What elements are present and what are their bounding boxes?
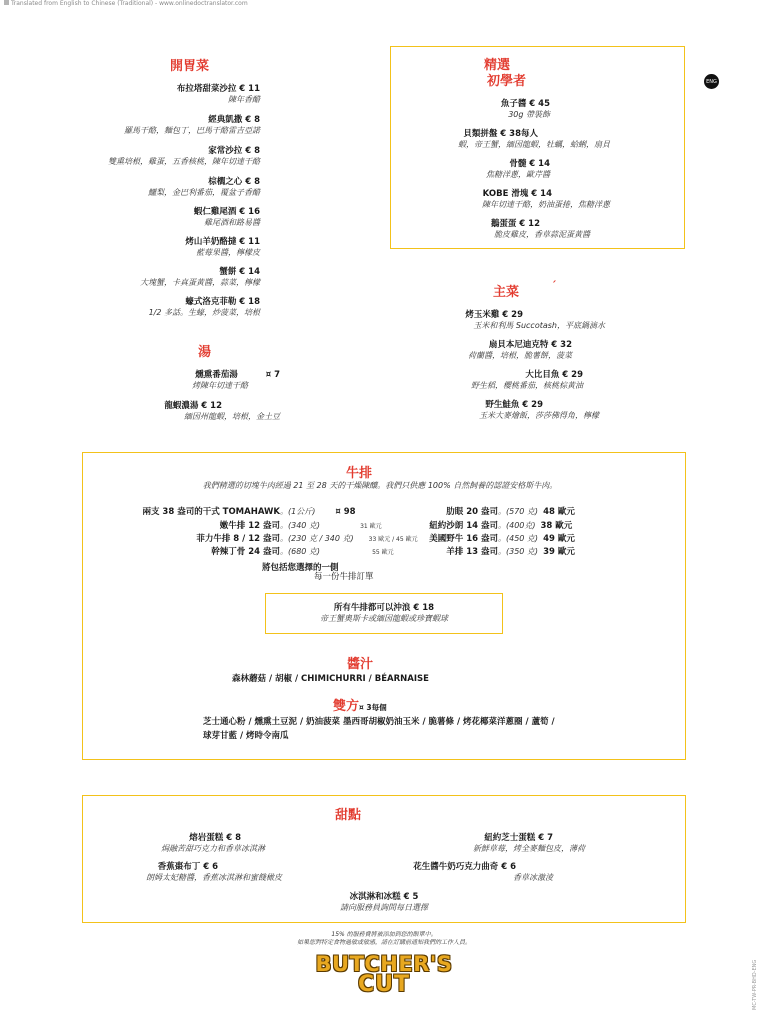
dish-desc: 雞尾酒和路易醬 xyxy=(204,218,260,227)
dish-weight: 。(230 克 / 340 克) xyxy=(280,534,354,543)
dish-desc: 鱷梨，金巴利番茄，覆盆子香醋 xyxy=(148,188,260,197)
sides-heading xyxy=(333,695,387,714)
dish-name: 紐約沙朗 14 盎司 xyxy=(429,521,498,531)
dish-desc: 玉米大麥燴飯，莎莎佛得角，檸檬 xyxy=(479,411,599,420)
dish-desc: 玉米和利馬 Succotash，平底鍋滴水 xyxy=(473,321,605,330)
sauces-title: 醬汁 xyxy=(347,657,374,672)
dish-name: 菲力牛排 8 / 12 盎司 xyxy=(196,534,280,544)
dish-desc: 羅馬干酪，麵包丁，巴馬干酪雷吉亞諾 xyxy=(124,126,260,135)
dish-name: 蟹餅 € 14 xyxy=(219,267,260,277)
dish-desc: 烤陳年切達干酪 xyxy=(192,381,248,390)
dish-name: 經典凱撒 € 8 xyxy=(208,115,260,125)
logo-text-bottom: CUT xyxy=(357,972,411,997)
dish-price: 31 歐元 xyxy=(360,523,382,530)
dish-name: 羊排 13 盎司 xyxy=(446,547,498,557)
dish-price: ¤ 7 xyxy=(265,370,280,380)
list-item xyxy=(100,295,260,325)
dish-price: 39 歐元 xyxy=(543,547,575,557)
dish-name: 骨髓 € 14 xyxy=(509,159,550,169)
dish-name: KOBE 滑塊 € 14 xyxy=(482,189,552,199)
sides-line-1: 芝士通心粉 / 燻熏土豆泥 / 奶油菠菜 墨西哥胡椒奶油玉米 / 脆薯條 / 烤花椰菜洋蔥圈 / 蘆筍 / xyxy=(203,717,555,727)
dish-desc: 陳年切達干酪，奶油蛋捲，焦糖洋蔥 xyxy=(482,200,610,209)
document-code: MC-TW-PR-BHD-ENG xyxy=(752,959,758,1010)
side-note-2: 每一份牛排訂單 xyxy=(314,572,374,582)
list-item xyxy=(420,338,605,368)
upgrade xyxy=(265,601,503,624)
steaks-intro: 我們精選的切塊牛肉經過 21 至 28 天的干燥陳釀。我們只供應 100% 自然飼養的認證安格斯牛肉。 xyxy=(202,481,558,490)
dish-desc: 蝦，帝王蟹，緬因龍蝦，牡蠣，蛤蜊，扇貝 xyxy=(458,140,610,149)
dish-desc: 請向服務員詢問每日選擇 xyxy=(340,903,428,912)
sides-title: 雙方 xyxy=(333,699,360,714)
starter-title: 精選 xyxy=(484,58,511,73)
dish-name: 肋眼 20 盎司 xyxy=(446,507,498,517)
list-item xyxy=(100,205,260,235)
steaks-left xyxy=(100,499,418,557)
dish-price: ¤ 98 xyxy=(335,507,356,517)
starter-list xyxy=(440,97,610,247)
dish-price: 55 歐元 xyxy=(372,549,394,556)
dish-weight: 。(340 克) xyxy=(280,521,321,530)
dish-desc: 1/2 多話。生蠔，炒菠菜，培根 xyxy=(148,308,260,317)
dish-desc: 30g 帶裝飾 xyxy=(508,110,550,119)
list-item xyxy=(440,127,610,157)
logo-text-top: BUTCHER'S xyxy=(315,952,453,976)
dish-name: 花生醬牛奶巧克力曲奇 € 6 xyxy=(413,862,516,872)
steak-row xyxy=(100,513,400,531)
footer-allergy-note: 如果您對特定食物過敏或敏感，請在訂購前通知我們的工作人員。 xyxy=(296,939,471,946)
dish-desc: 陳年香醋 xyxy=(228,95,260,104)
translate-icon xyxy=(4,0,9,5)
list-item xyxy=(234,890,534,913)
dish-name: 布拉塔甜菜沙拉 € 11 xyxy=(176,84,260,94)
dish-price: 49 歐元 xyxy=(543,534,575,544)
desserts-title: 甜點 xyxy=(335,808,362,823)
language-badge[interactable]: ENG xyxy=(704,74,719,89)
dish-name: 貝類拼盤 € 38每人 xyxy=(463,129,538,139)
translation-banner: Translated from English to Chinese (Traditional) - www.onlinedoctranslator.com xyxy=(4,0,248,7)
dish-name: 野生鮭魚 € 29 xyxy=(485,400,543,410)
list-item xyxy=(100,113,260,144)
starter-subtitle: 初學者 xyxy=(487,74,527,89)
dish-name: 冰淇淋和冰糕 € 5 xyxy=(349,892,419,902)
list-item xyxy=(420,308,605,338)
dish-name: 棕櫚之心 € 8 xyxy=(208,177,260,187)
steak-row xyxy=(380,499,680,517)
upgrade-name: 所有牛排都可以沖浪 € 18 xyxy=(333,603,435,613)
sides-line-2: 球芽甘藍 / 烤時令南瓜 xyxy=(203,731,289,741)
mains-mark: ˊ xyxy=(551,279,557,292)
footer-service-note: 15% 的服務費將被添加到您的賬單中。 xyxy=(331,931,437,938)
dish-desc: 雙熏培根，雞蛋，五香核桃，陳年切達干酪 xyxy=(108,157,260,166)
dish-name: 燻熏番茄湯 xyxy=(195,370,238,380)
list-item xyxy=(100,82,260,113)
dish-name: 紐約芝士蛋糕 € 7 xyxy=(484,833,553,843)
soup-title: 湯 xyxy=(198,345,212,360)
dish-name: 龍蝦濃湯 € 12 xyxy=(164,401,222,411)
dish-name: 美國野牛 16 盎司 xyxy=(429,534,498,544)
dish-name: 幹辣丁骨 24 盎司 xyxy=(211,547,280,557)
dish-name: 蠔式洛克菲勒 € 18 xyxy=(185,297,260,307)
mains-list xyxy=(420,308,605,428)
dish-name: 扇貝本尼迪克特 € 32 xyxy=(488,340,572,350)
dish-desc: 荷蘭醬，培根，脆薯餅，菠菜 xyxy=(468,351,572,360)
dish-weight: 。(570 克) xyxy=(498,507,539,516)
dish-price: 33 歐元 / 45 歐元 xyxy=(368,536,418,543)
dish-desc: 焦糖洋蔥，歐芹醬 xyxy=(486,170,550,179)
dish-price: 38 歐元 xyxy=(540,521,573,531)
dish-name: 香蕉棗布丁 € 6 xyxy=(157,862,218,872)
list-item xyxy=(100,860,282,883)
dish-name: 鵝蛋蛋 € 12 xyxy=(490,219,540,229)
dish-weight: 。(680 克) xyxy=(280,547,321,556)
sides-price: ¤ 3每個 xyxy=(359,703,387,712)
steak-row xyxy=(380,513,680,531)
sauces-list: 森林蘑菇 / 胡椒 / CHIMICHURRI / BÉARNAISE xyxy=(232,674,429,684)
upgrade-desc: 帝王蟹奧斯卡或緬因龍蝦或珍寶蝦球 xyxy=(320,614,448,623)
steak-row xyxy=(100,499,400,517)
steak-row xyxy=(100,539,400,557)
list-item xyxy=(100,175,260,205)
list-item xyxy=(100,265,260,295)
list-item xyxy=(400,860,586,883)
steak-row xyxy=(100,526,418,544)
dish-weight: 。(400克) xyxy=(498,521,536,530)
dish-name: 大比目魚 € 29 xyxy=(525,370,583,380)
dish-desc: 野生稻，櫻桃番茄，核桃棕黃油 xyxy=(471,381,583,390)
dish-weight: 。(1公斤) xyxy=(280,507,316,516)
dish-name: 兩支 38 盎司的干式 TOMAHAWK xyxy=(142,507,280,517)
appetizers-list xyxy=(100,82,260,325)
dish-name: 熔岩蛋糕 € 8 xyxy=(189,833,241,843)
list-item xyxy=(100,144,260,175)
dish-name: 蝦仁雞尾酒 € 16 xyxy=(193,207,260,217)
dish-weight: 。(350 克) xyxy=(498,547,539,556)
dish-desc: 香草冰激淩 xyxy=(513,873,553,882)
dish-desc: 緬因州龍蝦，培根，金土豆 xyxy=(184,412,280,421)
list-item xyxy=(440,187,610,217)
list-item xyxy=(100,399,280,422)
list-item xyxy=(100,368,280,391)
dish-desc: 焗融苦甜巧克力和香草冰淇淋 xyxy=(161,844,265,853)
dish-desc: 大塊蟹，卡真蛋黃醬，蒜菜，檸檬 xyxy=(140,278,260,287)
list-item xyxy=(440,217,610,247)
dish-desc: 藍莓果醬，檸檬皮 xyxy=(196,248,260,257)
dish-name: 家常沙拉 € 8 xyxy=(208,146,260,156)
steaks-title: 牛排 xyxy=(346,466,373,481)
dish-price: 48 歐元 xyxy=(543,507,575,517)
list-item xyxy=(440,157,610,187)
dish-desc: 脆皮雞皮，香草蒜泥蛋黃醬 xyxy=(494,230,590,239)
side-note-1: 將包括您選擇的一側 xyxy=(262,563,339,573)
list-item xyxy=(420,398,605,428)
dish-desc: 朗姆太妃糖醬，香蕉冰淇淋和蜜餞橄皮 xyxy=(146,873,282,882)
dish-name: 魚子醬 € 45 xyxy=(500,99,550,109)
dish-name: 烤玉米雞 € 29 xyxy=(465,310,523,320)
mains-title: 主菜 xyxy=(493,285,520,300)
dish-name: 嫩牛排 12 盎司 xyxy=(219,521,280,531)
list-item xyxy=(100,235,260,265)
list-item xyxy=(420,831,585,854)
appetizers-title: 開胃菜 xyxy=(170,59,210,74)
brand-logo xyxy=(284,952,484,997)
dish-name: 烤山羊奶酪撻 € 11 xyxy=(185,237,260,247)
list-item xyxy=(100,831,265,854)
list-item xyxy=(440,97,610,127)
dish-weight: 。(450 克) xyxy=(498,534,539,543)
dish-desc: 新鮮草莓，烤全麥麵包皮，薄荷 xyxy=(473,844,585,853)
list-item xyxy=(420,368,605,398)
